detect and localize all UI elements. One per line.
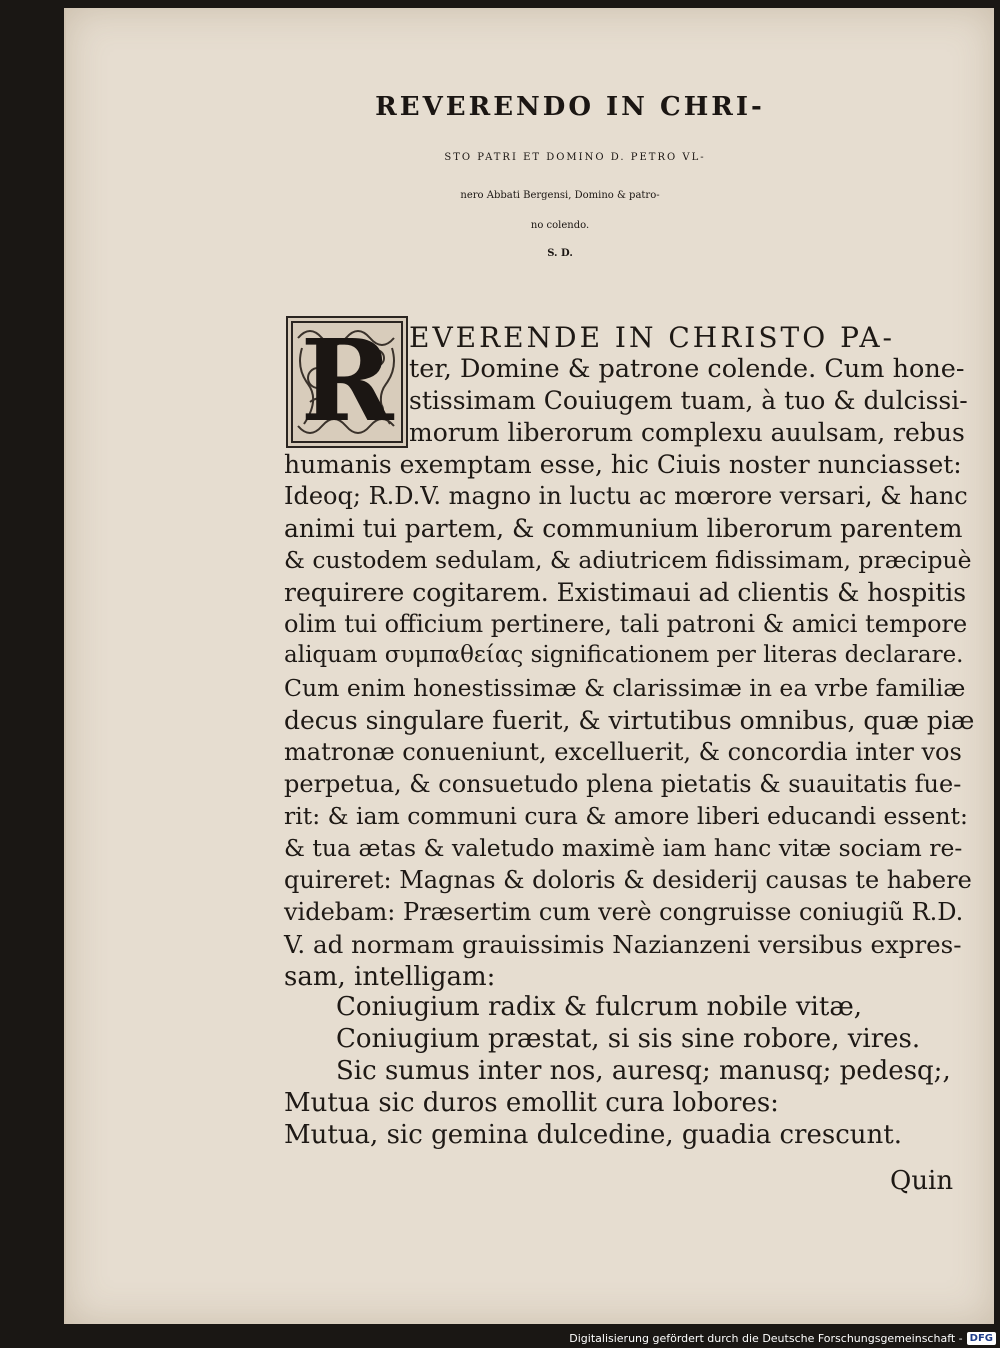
first-text-line: EVERENDE IN CHRISTO PA- — [409, 321, 896, 354]
text-line: matronæ conueniunt, excelluerit, & concordia inter vos — [284, 738, 962, 766]
initial-letter: R — [300, 316, 394, 447]
heading-line-4: no colendo. — [530, 220, 590, 231]
text-line: decus singulare fuerit, & virtutibus omnibus, quæ piæ — [284, 706, 975, 735]
verse-line: Coniugium radix & fulcrum nobile vitæ, — [336, 992, 863, 1022]
text-line: & tua ætas & valetudo maximè iam hanc vitæ sociam re- — [284, 834, 963, 862]
book-page — [64, 8, 994, 1324]
verse-line: Mutua, sic gemina dulcedine, guadia crescunt. — [284, 1120, 902, 1150]
text-line: ter, Domine & patrone colende. Cum hone- — [409, 354, 965, 384]
text-line: requirere cogitarem. Existimaui ad clientis & hospitis — [284, 578, 967, 607]
verse-line: Coniugium præstat, si sis sine robore, vires. — [336, 1024, 921, 1054]
heading-line-2: STO PATRI ET DOMINO D. PETRO VL- — [444, 152, 706, 163]
text-line: stissimam Couiugem tuam, à tuo & dulcissi- — [409, 386, 968, 415]
footer-text: Digitalisierung gefördert durch die Deutsche Forschungsgemeinschaft - — [569, 1331, 963, 1345]
text-line: olim tui officium pertinere, tali patroni & amici tempore — [284, 610, 968, 638]
dfg-logo-icon: DFG — [967, 1332, 996, 1345]
text-line: V. ad normam grauissimis Nazianzeni versibus expres- — [284, 930, 962, 959]
text-line: & custodem sedulam, & adiutricem fidissimam, præcipuè — [284, 546, 972, 574]
text-line: morum liberorum complexu auulsam, rebus — [409, 418, 965, 447]
catchword: Quin — [890, 1166, 954, 1196]
digitization-footer — [569, 1330, 996, 1346]
text-line: rit: & iam communi cura & amore liberi educandi essent: — [284, 802, 968, 830]
text-line: perpetua, & consuetudo plena pietatis & suauitatis fue- — [284, 770, 962, 798]
heading-line-1: REVERENDO IN CHRI- — [375, 92, 765, 122]
verse-line: Sic sumus inter nos, auresq; manusq; pedesq;, — [336, 1056, 951, 1086]
text-line: videbam: Præsertim cum verè congruisse coniugiũ R.D. — [284, 898, 964, 926]
verse-line: Mutua sic duros emollit cura lobores: — [284, 1088, 779, 1118]
text-line: animi tui partem, & communium liberorum parentem — [284, 514, 963, 543]
text-line: humanis exemptam esse, hic Ciuis noster nunciasset: — [284, 450, 962, 479]
heading-line-3: nero Abbati Bergensi, Domino & patro- — [460, 190, 660, 201]
text-line: aliquam συμπαθείας significationem per literas declarare. — [284, 642, 964, 668]
text-line: Cum enim honestissimæ & clarissimæ in ea vrbe familiæ — [284, 674, 966, 702]
text-line: quireret: Magnas & doloris & desiderij causas te habere — [284, 866, 972, 894]
salutation: S. D. — [547, 248, 573, 259]
text-line: Ideoq; R.D.V. magno in luctu ac mœrore versari, & hanc — [284, 482, 968, 510]
text-line: sam, intelligam: — [284, 962, 496, 992]
decorated-initial — [286, 316, 408, 448]
